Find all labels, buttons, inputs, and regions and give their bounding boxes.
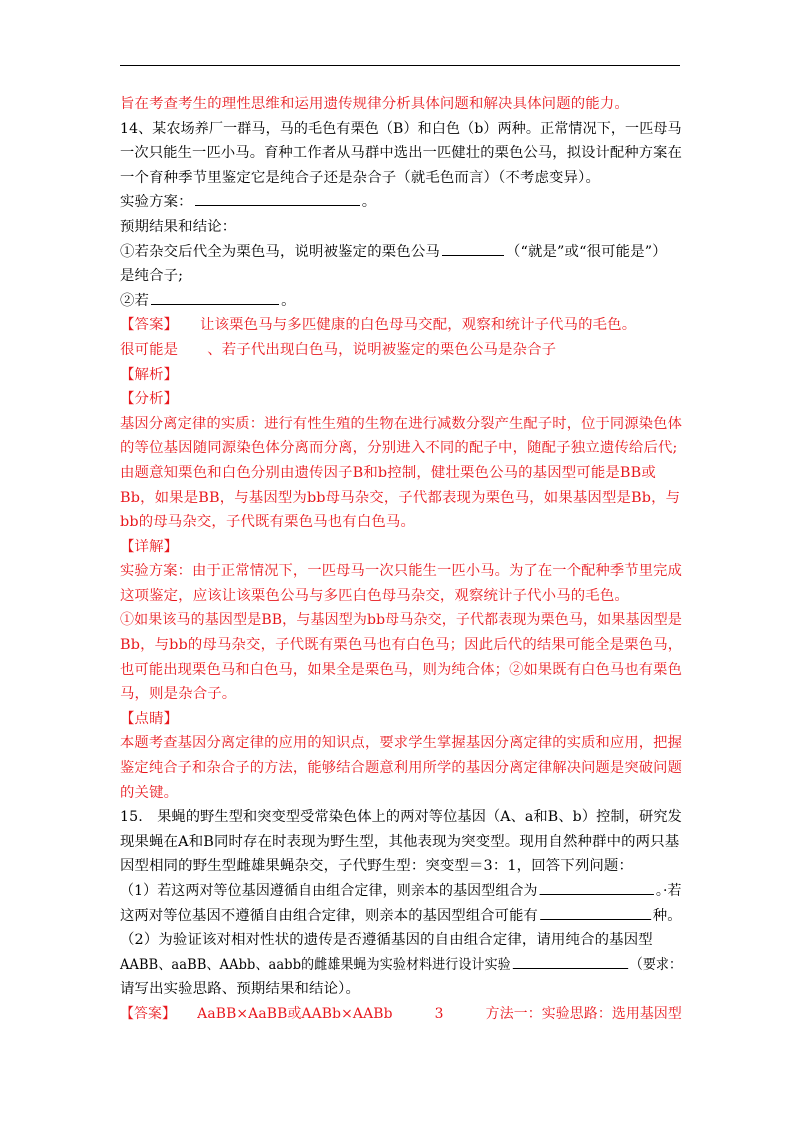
- q14-jiexi-heading: 【解析】: [120, 366, 179, 383]
- q15-stem-line-3: 因型相同的野生型雌雄果蝇杂交，子代野生型：突变型＝3：1，回答下列问题：: [120, 858, 633, 875]
- q14-detail-line: Bb，与bb的母马杂交，子代既有栗色马也有白色马；因此后代的结果可能全是栗色马，: [120, 637, 683, 654]
- q14-result-1-cont: 是纯合子;: [120, 268, 184, 285]
- q14-analysis-line: 由题意知栗色和白色分别由遗传因子B和b控制，健壮栗色公马的基因型可能是BB或: [120, 464, 656, 481]
- q15-stem-line-1: 15. 果蝇的野生型和突变型受常染色体上的两对等位基因（A、a和B、b）控制，研究发: [120, 809, 682, 826]
- answer-blank: [151, 290, 279, 305]
- q15-part-2-cont: AABB、aaBB、AAbb、aabb的雌雄果蝇为实验材料进行设计实验 （要求：: [120, 953, 625, 978]
- q14-comment-line: 鉴定纯合子和杂合子的方法，能够结合题意利用所学的基因分离定律解决问题是突破问题: [120, 760, 682, 777]
- q14-analysis-line: bb的母马杂交，子代既有栗色马也有白色马。: [120, 514, 415, 531]
- q14-expected-results: 预期结果和结论：: [120, 218, 237, 235]
- answer-blank: [540, 880, 654, 895]
- document-page: [120, 92, 683, 1027]
- q14-stem-line-2: 一次只能生一匹小马。育种工作者从马群中选出一匹健壮的栗色公马，拟设计配种方案在: [120, 145, 682, 162]
- q15-part-1: （1）若这两对等位基因遵循自由组合定律，则亲本的基因型组合为 。·若: [120, 879, 663, 904]
- q15-part-2-cont: 请写出实验思路、预期结果和结论）。: [120, 981, 360, 998]
- q14-answer-line-1: 【答案】 让该栗色马与多匹健康的白色母马交配，观察和统计子代马的毛色。: [120, 317, 637, 334]
- q14-analysis-line: 基因分离定律的实质：进行有性生殖的生物在进行减数分裂产生配子时，位于同源染色体: [120, 415, 682, 432]
- q14-stem-line-1: 14、某农场养厂一群马，马的毛色有栗色（B）和白色（b）两种。正常情况下，一匹母马: [120, 120, 682, 137]
- intro-line: 旨在考查考生的理性思维和运用遗传规律分析具体问题和解决具体问题的能力。: [120, 96, 629, 112]
- q14-detail-line: 马，则是杂合子。: [120, 686, 237, 703]
- q14-fenxi-heading: 【分析】: [120, 391, 179, 408]
- q14-detail-line: 这项鉴定，应该让该栗色公马与多匹白色母马杂交，观察统计子代小马的毛色。: [120, 587, 629, 604]
- q14-result-2: ②若 。: [120, 289, 680, 314]
- q14-comment-line: 的关键。: [120, 784, 179, 801]
- q15-stem-line-2: 现果蝇在A和B同时存在时表现为野生型，其他表现为突变型。现用自然种群中的两只基: [120, 833, 680, 850]
- q15-part-1-cont: 这两对等位基因不遵循自由组合定律，则亲本的基因型组合可能有 种。: [120, 904, 675, 929]
- q14-answer-line-2: 很可能是 、若子代出现白色马，说明被鉴定的栗色公马是杂合子: [120, 341, 557, 358]
- q14-detail-line: 也可能出现栗色马和白色马，如果全是栗色马，则为纯合体；②如果既有白色马也有栗色: [120, 661, 682, 678]
- answer-blank: [513, 954, 628, 969]
- q15-answer-line: 【答案】 AaBB×AaBB或AABb×AABb 3 方法一：实验思路：选用基因型: [120, 1005, 682, 1022]
- q14-analysis-line: Bb，如果是BB，与基因型为bb母马杂交，子代都表现为栗色马，如果基因型是Bb，与: [120, 489, 681, 506]
- q15-part-2: （2）为验证该对相对性状的遗传是否遵循基因的自由组合定律，请用纯合的基因型: [120, 932, 653, 949]
- q14-xiangjie-heading: 【详解】: [120, 538, 179, 555]
- answer-blank: [442, 241, 504, 256]
- q14-stem-line-3: 一个育种季节里鉴定它是纯合子还是杂合子（就毛色而言）（不考虑变异）。: [120, 169, 600, 186]
- q14-dianjing-heading: 【点睛】: [120, 710, 179, 727]
- header-rule: [120, 65, 680, 66]
- answer-blank: [195, 191, 360, 206]
- q14-comment-line: 本题考查基因分离定律的应用的知识点，要求学生掌握基因分离定律的实质和应用，把握: [120, 735, 682, 752]
- q14-detail-line: 实验方案：由于正常情况下，一匹母马一次只能生一匹小马。为了在一个配种季节里完成: [120, 563, 682, 580]
- answer-blank: [540, 905, 651, 920]
- q14-detail-line: ①如果该马的基因型是BB，与基因型为bb母马杂交，子代都表现为栗色马，如果基因型是: [120, 612, 682, 629]
- q14-result-1: ①若杂交后代全为栗色马，说明被鉴定的栗色公马 （“就是”或“很可能是”）: [120, 240, 680, 265]
- q14-analysis-line: 的等位基因随同源染色体分离而分离，分别进入不同的配子中，随配子独立遗传给后代;: [120, 440, 678, 457]
- q14-experiment-plan: 实验方案： 。: [120, 190, 680, 215]
